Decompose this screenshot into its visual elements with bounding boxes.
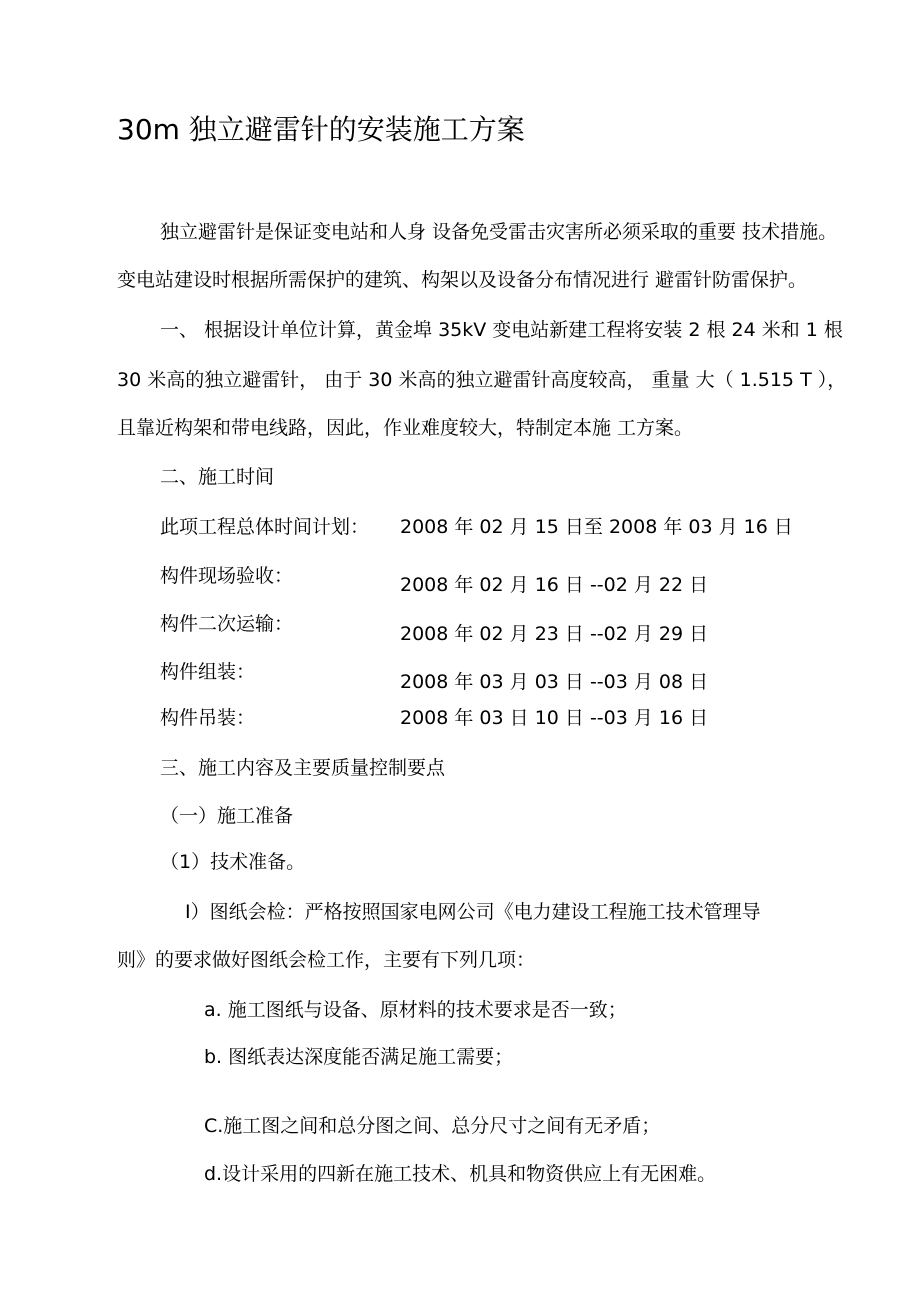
schedule-value: 2008 年 03 月 03 日 --03 月 08 日 [400,671,709,693]
section1-line-2: 30 米高的独立避雷针， 由于 30 米高的独立避雷针高度较高， 重量 大（ 1.515 T ）， [117,369,847,391]
schedule-label: 构件吊装： [160,707,256,729]
schedule-label: 此项工程总体时间计划： [160,516,370,538]
schedule-label: 构件现场验收： [160,565,294,587]
schedule-value: 2008 年 02 月 23 日 --02 月 29 日 [400,623,709,645]
list-item: a. 施工图纸与设备、原材料的技术要求是否一致； [204,999,627,1021]
schedule-value: 2008 年 03 日 10 日 --03 月 16 日 [400,707,709,729]
subsection-heading: （一）施工准备 [160,805,294,827]
section2-heading: 二、施工时间 [160,466,275,488]
intro-line-2: 变电站建设时根据所需保护的建筑、构架以及设备分布情况进行 避雷针防雷保护。 [117,269,808,291]
subsection-heading: （1）技术准备。 [160,851,306,873]
item-line-2: 则》的要求做好图纸会检工作，主要有下列几项： [117,949,536,971]
section1-line-3: 且靠近构架和带电线路，因此，作业难度较大，特制定本施 工方案。 [117,417,694,439]
document-title: 30m 独立避雷针的安装施工方案 [117,113,525,146]
list-item: C.施工图之间和总分图之间、总分尺寸之间有无矛盾； [204,1115,661,1137]
schedule-value: 2008 年 02 月 16 日 --02 月 22 日 [400,574,709,596]
section3-heading: 三、施工内容及主要质量控制要点 [160,757,446,779]
item-line-1: I）图纸会检：严格按照国家电网公司《电力建设工程施工技术管理导 [185,901,761,923]
schedule-label: 构件组装： [160,661,256,683]
schedule-value: 2008 年 02 月 15 日至 2008 年 03 月 16 日 [400,516,793,538]
list-item: d.设计采用的四新在施工技术、机具和物资供应上有无困难。 [204,1163,717,1185]
schedule-label: 构件二次运输： [160,613,294,635]
section1-line-1: 一、 根据设计单位计算，黄金埠 35kV 变电站新建工程将安装 2 根 24 米和 1 根 [160,319,843,341]
list-item: b. 图纸表达深度能否满足施工需要； [204,1046,514,1068]
intro-line-1: 独立避雷针是保证变电站和人身 设备免受雷击灾害所必须采取的重要 技术措施。 [160,221,838,243]
